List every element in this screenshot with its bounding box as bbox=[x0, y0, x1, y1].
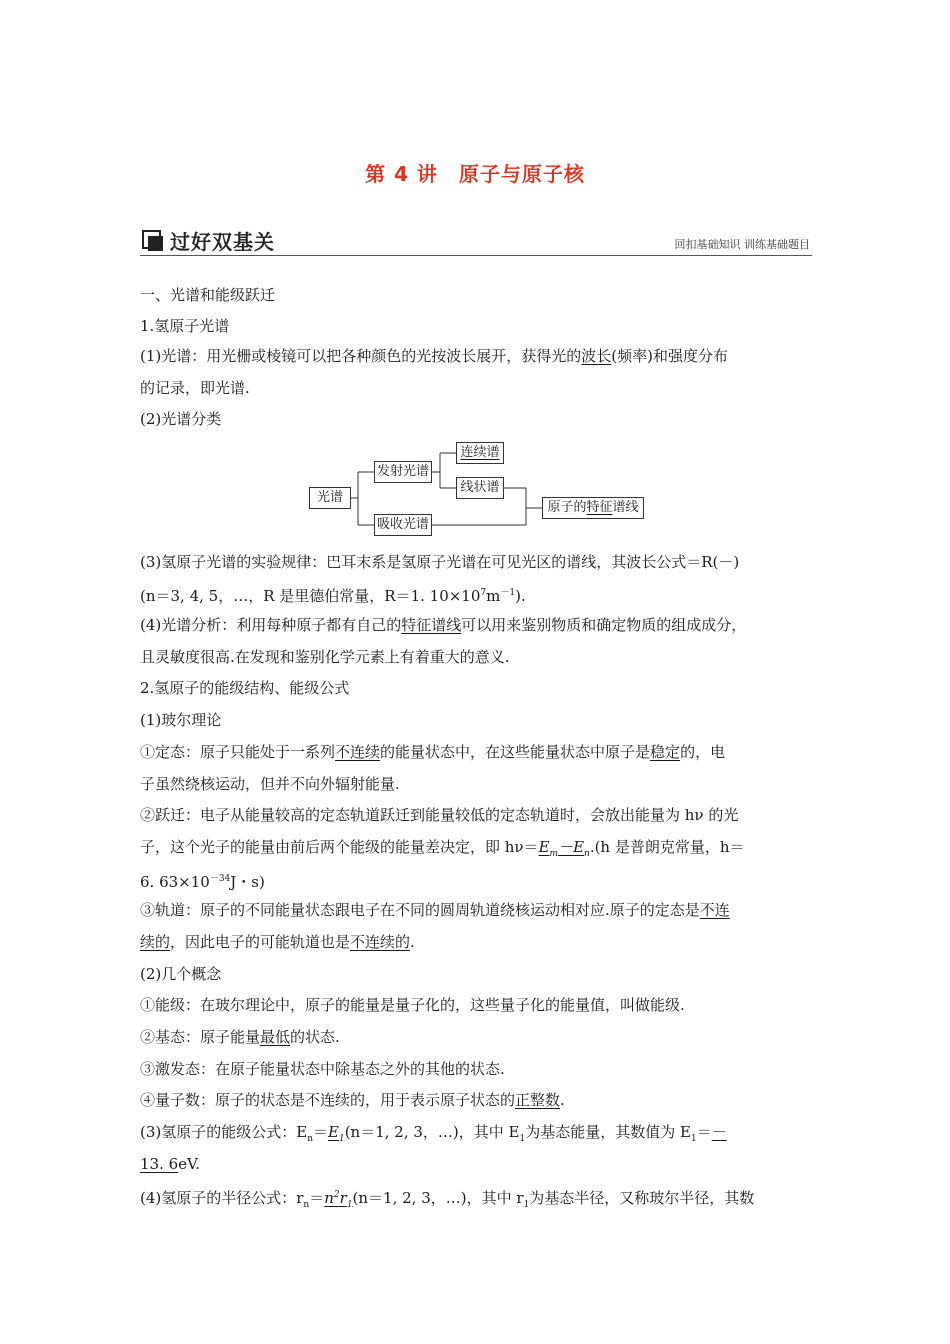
page-title: 第 4 讲 原子与原子核 bbox=[365, 162, 585, 186]
diagram-node-line: 线状谱 bbox=[456, 477, 504, 499]
answer-blank: 续的 bbox=[140, 933, 171, 951]
paragraph-line: 子，这个光子的能量由前后两个能级的能量差决定，即 $h\nu=E_m-E_n.(h$ 是普朗克常量，h＝ bbox=[140, 838, 745, 859]
paragraph-line: 13. 6eV. bbox=[140, 1155, 201, 1173]
paragraph-line: (4)氢原子的半径公式：$r_n=n^2r_1(n=1$, 2, 3，…)，其中 $r_1$为基态半径，又称玻尔半径，其数 bbox=[140, 1189, 755, 1210]
paragraph-line: ②跃迁：电子从能量较高的定态轨道跃迁到能量较低的定态轨道时，会放出能量为 hν 的光 bbox=[140, 806, 739, 824]
diagram-node-emission: 发射光谱 bbox=[374, 461, 432, 483]
section-header bbox=[140, 226, 812, 256]
section-title: 过好双基关 bbox=[170, 230, 275, 254]
answer-blank: 稳定 bbox=[650, 743, 681, 761]
paragraph-line: ③激发态：在原子能量状态中除基态之外的其他的状态. bbox=[140, 1060, 505, 1078]
answer-blank: － bbox=[711, 1123, 727, 1141]
answer-blank: 13. 6 bbox=[140, 1155, 179, 1173]
section-subtitle: 回扣基础知识 训练基础题目 bbox=[674, 238, 810, 251]
paragraph-line: ①能级：在玻尔理论中，原子的能量是量子化的，这些量子化的能量值，叫做能级. bbox=[140, 996, 685, 1014]
answer-blank: 最低 bbox=[260, 1028, 291, 1046]
paragraph-line: (3)氢原子的能级公式：$E_n=E_1(n=1$, 2, 3，…)，其中 $E_1$为基态能量，其数值为 $E_1=-$ bbox=[140, 1123, 727, 1144]
paragraph-line: (1)光谱：用光栅或棱镜可以把各种颜色的光按波长展开，获得光的波长(频率)和强度分布 bbox=[140, 347, 728, 365]
paragraph-line: 的记录，即光谱. bbox=[140, 379, 250, 397]
paragraph-line: ②基态：原子能量最低的状态. bbox=[140, 1028, 340, 1046]
diagram-node-characteristic: 原子的特征谱线 bbox=[542, 497, 644, 519]
paragraph-line: ③轨道：原子的不同能量状态跟电子在不同的圆周轨道绕核运动相对应.原子的定态是不连 bbox=[140, 901, 730, 919]
diagram-node-absorption: 吸收光谱 bbox=[374, 514, 432, 536]
diagram-node-continuous: 连续谱 bbox=[456, 442, 504, 464]
paragraph-line: 子虽然绕核运动，但并不向外辐射能量. bbox=[140, 775, 400, 793]
spectrum-classification-diagram bbox=[306, 438, 646, 538]
paragraph-line: ④量子数：原子的状态是不连续的，用于表示原子状态的正整数. bbox=[140, 1091, 565, 1109]
answer-blank: $E_1$ bbox=[328, 1123, 345, 1144]
paragraph-line: (2)几个概念 bbox=[140, 965, 222, 983]
answer-blank: $E_m-E_n$ bbox=[538, 838, 590, 859]
answer-blank: 不连 bbox=[699, 901, 730, 919]
diagram-node-spectrum: 光谱 bbox=[309, 487, 351, 509]
paragraph-line: ①定态：原子只能处于一系列不连续的能量状态中，在这些能量状态中原子是稳定的，电 bbox=[140, 743, 726, 761]
paragraph-line: (4)光谱分析：利用每种原子都有自己的特征谱线可以用来鉴别物质和确定物质的组成成分， bbox=[140, 616, 747, 634]
paragraph-line: (1)玻尔理论 bbox=[140, 711, 222, 729]
paragraph-line: 6. $63\times 10^{-34}J$・s) bbox=[140, 873, 265, 891]
answer-blank: 正整数 bbox=[515, 1091, 561, 1109]
heading-energy-levels: 2.氢原子的能级结构、能级公式 bbox=[140, 679, 350, 697]
answer-blank: 特征谱线 bbox=[401, 616, 462, 634]
paragraph-line: (3)氢原子光谱的实验规律：巴耳末系是氢原子光谱在可见光区的谱线，其波长公式＝R(－) bbox=[140, 553, 740, 571]
section-square-icon bbox=[142, 230, 164, 252]
answer-blank: 波长 bbox=[581, 347, 612, 365]
paragraph-line: (n＝3, 4, 5，…，R 是里德伯常量，R＝1. $10\times 10^7m^{-1}$). bbox=[140, 587, 526, 605]
paragraph-line: (2)光谱分类 bbox=[140, 410, 222, 428]
answer-blank: 不连续 bbox=[335, 743, 381, 761]
answer-blank: 不连续的 bbox=[350, 933, 411, 951]
answer-blank: $n^2r_1$ bbox=[324, 1189, 353, 1210]
heading-spectra: 一、光谱和能级跃迁 bbox=[140, 286, 276, 304]
paragraph-line: 续的，因此电子的可能轨道也是不连续的. bbox=[140, 933, 415, 951]
heading-hydrogen-spectrum: 1.氢原子光谱 bbox=[140, 317, 230, 335]
paragraph-line: 且灵敏度很高.在发现和鉴别化学元素上有着重大的意义. bbox=[140, 648, 510, 666]
